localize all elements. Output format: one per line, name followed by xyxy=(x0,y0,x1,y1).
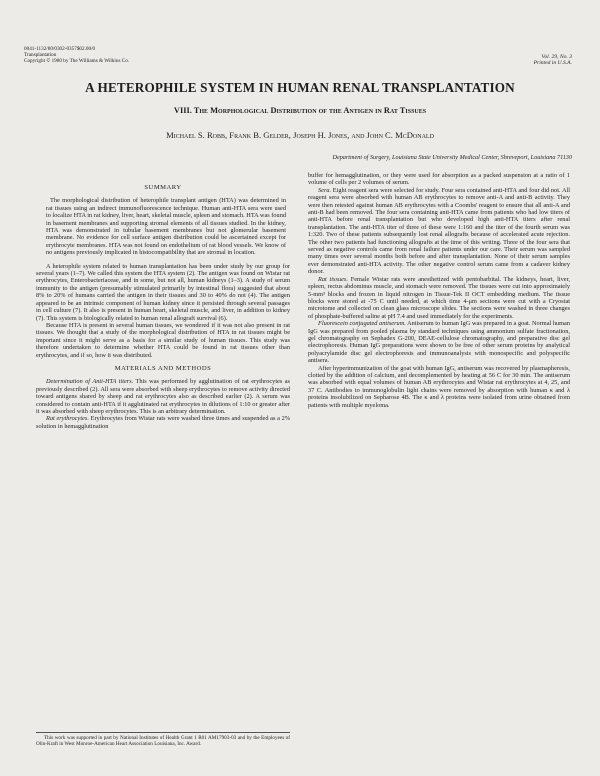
header-left-line: 0041-1132/80/0302-0357$02.00/0 xyxy=(24,46,96,52)
header-right-line: Printed in U.S.A. xyxy=(533,60,572,67)
paragraph-body: This was performed by agglutination of rat erythrocytes as previously described (2). All sera were absorbed with sheep erythrocytes to remove activity directed toward antigens shared by sheep and rat erythrocytes also as described earlier (2). A serum was considered to contain anti-HTA if it agglutinated rat erythrocytes in dilutions of 1:10 or greater after it was absorbed with sheep erythrocytes. This is an arbitrary determination. xyxy=(36,378,290,415)
author-list: Michael S. Robb, Frank B. Gelder, Joseph H. Jones, and John C. McDonald xyxy=(166,130,434,140)
paragraph-body: Eight reagent sera were selected for study. Four sera contained anti-HTA and four did not. All reagent sera were absorbed with human AB erythrocytes to remove anti-A and anti-B activity. They were then retested against human AB erythrocytes with a Coombs' reagent to ensure that all anti-A and anti-B had been removed. The four sera containing anti-HTA came from patients who had low titers of anti-HTA before renal transplantation but who developed high anti-HTA titers after renal transplantation. The anti-HTA titer of three of these were 1:160 and the titer of the fourth serum was 1:320. Two of these patients subsequently lost renal allografts because of accelerated acute rejection. The other two patients had functioning allografts at the time of this writing. Three of the four sera that served as negative controls came from renal failure patients under our care. Their serum was sampled many times over several months both before and after transplantation. None of their serum samples ever demonstrated anti-HTA activity. The other negative control serum came from a cadaver kidney donor. xyxy=(308,186,570,276)
methods-paragraph xyxy=(36,378,290,415)
affiliation: Department of Surgery, Louisiana State University Medical Center, Shreveport, Louisiana 71130 xyxy=(332,154,572,161)
header-left-line: Copyright © 1980 by The Williams & Wilkins Co. xyxy=(24,58,130,65)
body-paragraph xyxy=(308,320,570,364)
right-column xyxy=(308,172,570,742)
article-subtitle: VIII. The Morphological Distribution of the Antigen in Rat Tissues xyxy=(173,106,427,115)
methods-paragraph xyxy=(36,415,290,430)
intro-paragraph: Because HTA is present in several human tissues, we wondered if it was not also present in rat tissues. We thought that a study of the morphological distribution of HTA in rat tissues might be important since it might serve as a basis for a similar study of human tissues. This study was therefore undertaken to determine whether HTA could be found in rat tissues other than erythrocytes, and if so, how it was distributed. xyxy=(36,321,290,359)
article-title: A HETEROPHILE SYSTEM IN HUMAN RENAL TRANSPLANTATION xyxy=(85,80,515,95)
header-left-line: Transplantation xyxy=(24,52,57,59)
body-paragraph: After hyperimmunization of the goat with human IgG, antiserum was recovered by plasmapheresis, clotted by the addition of calcium, and decomplemented by heating at 56 C for 30 min. The antiserum was absorbed with equal volumes of human AB erythrocytes and Wistar rat erythrocytes at 4, 25, and 37 C. Antibodies to immunoglobulin light chains were removed by absorption with human κ and λ proteins insolubilized on Sepharose 4B. The κ and λ proteins were isolated from urine obtained from patients with multiple myeloma. xyxy=(308,364,570,409)
summary-block xyxy=(36,197,290,256)
paragraph-runin-heading: Determination of Anti-HTA titers. xyxy=(46,378,134,386)
footnote xyxy=(36,732,290,747)
paragraph-runin-heading: Rat erythrocytes. xyxy=(46,415,89,423)
body-paragraph xyxy=(308,187,570,276)
header-right-line: Vol. 29, No. 3 xyxy=(541,54,572,60)
methods-heading: MATERIALS AND METHODS xyxy=(114,364,212,372)
body-paragraph xyxy=(308,276,570,320)
paragraph-body: Antiserum to human IgG was prepared in a goat. Normal human IgG was prepared from pooled plasma by standard techniques using ammonium sulfate fractionation, gel chromatography on Sephadex G-200, DEAE-cellulose chromatography, and preparative disc gel electrophoresis. Human IgG preparations were shown to be free of other serum proteins by analytical polyacrylamide disc gel electrophoresis and immunoanalysis with monospecific and polyspecific antisera. xyxy=(308,320,570,365)
footnote-text: This work was supported in part by National Institutes of Health Grant 1 R01 AM17903-03 and by the Employees of Olin-Kraft in West Monroe-American Heart Association Louisiana, Inc. Award. xyxy=(36,735,290,747)
paragraph-runin-heading: Rat tissues. xyxy=(318,275,348,283)
paragraph-body: Erythrocytes from Wistar rats were washed three times and suspended as a 2% solution in hemagglutination xyxy=(36,415,290,430)
body-paragraph: buffer for hemagglutination, or they were used for absorption as a packed suspension at a ratio of 1 volume of cells per 2 volumes of serum. xyxy=(308,172,570,187)
summary-heading: SUMMARY xyxy=(144,184,182,191)
intro-paragraph: A heterophile system related to human transplantation has been under study by our group for several years (1–7). We called this system the HTA system (2). The antigen was found on Wistar rat erythrocytes, Enterobacteriaceae, and in some, but not all, human kidneys (1–3). A study of serum immunity to the antigen (presumably stimulated primarily by intestinal flora) suggested that about 8% to 20% of humans carried the antigen in their tissues and 30 to 40% do not (4). The antigen appeared to be an intrinsic component of human kidney since it persisted through several passages in cell culture (7). It also is present in human heart, skeletal muscle, and liver, in addition to kidney (7). This system is biologically related to human renal allograft survival (6). xyxy=(36,262,290,322)
left-column xyxy=(36,172,290,742)
paragraph-body: Female Wistar rats were anesthetized with pentobarbital. The kidneys, heart, liver, spleen, rectus abdominus muscle, and stomach were removed. The tissues were cut into approximately 5-mm³ blocks and frozen in liquid nitrogen in Tissue-Tek II OCT embedding medium. The tissue blocks were stored at -75 C until needed, at which time 4-μm sections were cut with a Cryostat microtome and collected on clean glass microscope slides. The sections were washed in three changes of phosphate-buffered saline at pH 7.4 and used immediately for the experiments. xyxy=(308,275,571,320)
journal-header-right xyxy=(472,54,572,67)
journal-header-left xyxy=(24,46,224,65)
summary-text: The morphological distribution of heterophile transplant antigen (HTA) was determined in rat tissues using an indirect immunofluorescence technique. Human anti-HTA sera were used to localize HTA in rat kidney, liver, heart, skeletal muscle, spleen and stomach. HTA was found in basement membranes and supporting stromal elements of all tissues studied. In the kidney, HTA was demonstrated in tubular basement membranes but not glomerular basement membrane. No evidence for cell surface antigen distribution could be ascertained except for erythrocyte membranes. HTA was not found on endothelium of rat blood vessels. We know of no antigens previously implicated in histocompatibility that are stromal in location. xyxy=(46,197,286,257)
paragraph-runin-heading: Sera. xyxy=(318,186,332,194)
paragraph-runin-heading: Fluorescein conjugated antiserum. xyxy=(318,320,406,328)
